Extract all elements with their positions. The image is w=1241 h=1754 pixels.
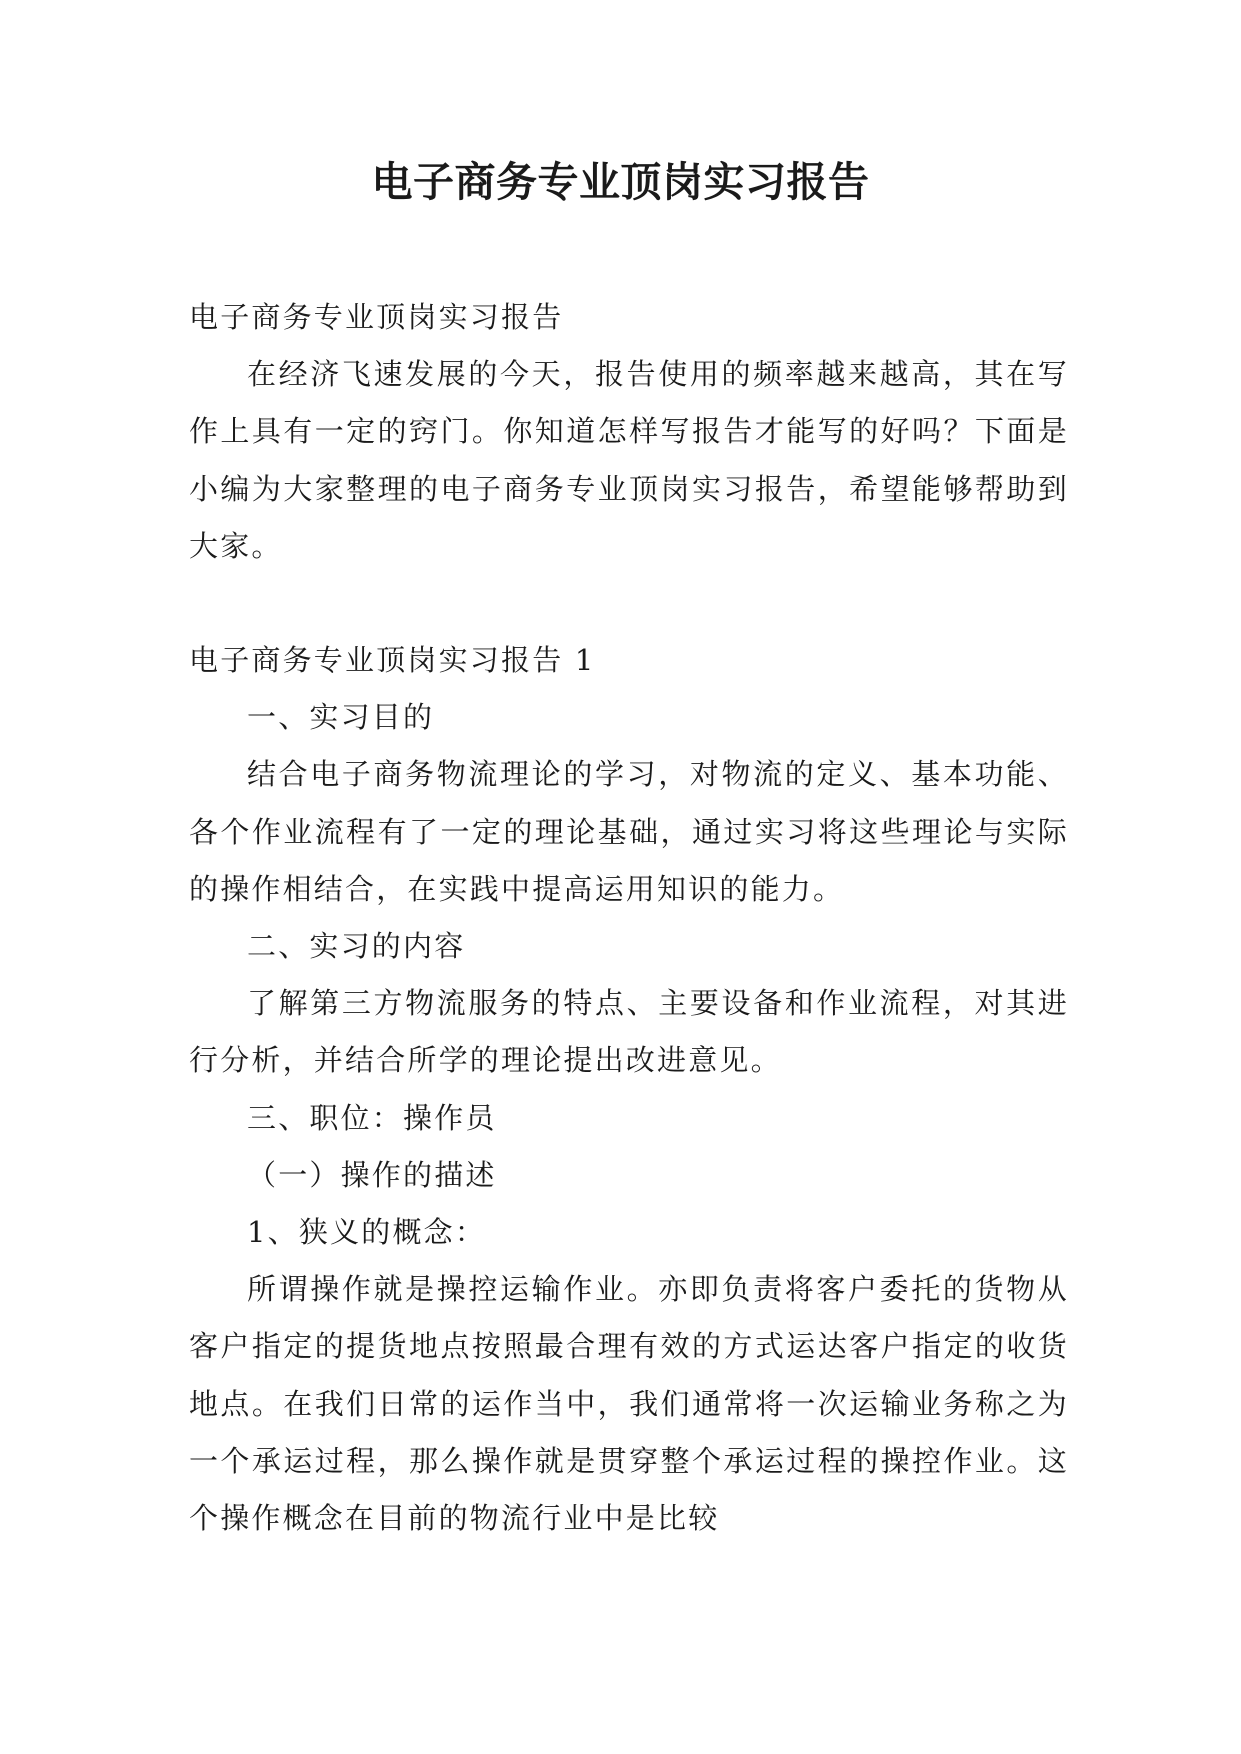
paragraph-intro: 在经济飞速发展的今天，报告使用的频率越来越高，其在写作上具有一定的窍门。你知道怎样写报告才能写的好吗？下面是小编为大家整理的电子商务专业顶岗实习报告，希望能够帮助到大家。 — [189, 357, 1069, 563]
heading-operation-description: （一）操作的描述 — [247, 1157, 497, 1192]
paragraph-content: 了解第三方物流服务的特点、主要设备和作业流程，对其进行分析，并结合所学的理论提出改进意见。 — [189, 986, 1069, 1078]
section-heading-report-1: 电子商务专业顶岗实习报告 1 — [189, 643, 596, 678]
heading-internship-content: 二、实习的内容 — [247, 929, 466, 964]
paragraph-spacer — [189, 575, 1069, 632]
heading-position: 三、职位：操作员 — [247, 1100, 497, 1135]
document-title: 电子商务专业顶岗实习报告 — [371, 158, 870, 206]
heading-internship-purpose: 一、实习目的 — [247, 700, 435, 735]
paragraph-subtitle: 电子商务专业顶岗实习报告 — [189, 300, 564, 334]
heading-narrow-concept: 1、狭义的概念： — [247, 1215, 487, 1250]
document-body — [189, 289, 1069, 1547]
paragraph-operation-definition: 所谓操作就是操控运输作业。亦即负责将客户委托的货物从客户指定的提货地点按照最合理有效的方式运达客户指定的收货地点。在我们日常的运作当中，我们通常将一次运输业务称之为一个承运过程，那么操作就是贯穿整个承运过程的操控作业。这个操作概念在目前的物流行业中是比较 — [189, 1272, 1069, 1536]
paragraph-purpose: 结合电子商务物流理论的学习，对物流的定义、基本功能、各个作业流程有了一定的理论基础，通过实习将这些理论与实际的操作相结合，在实践中提高运用知识的能力。 — [189, 757, 1069, 906]
